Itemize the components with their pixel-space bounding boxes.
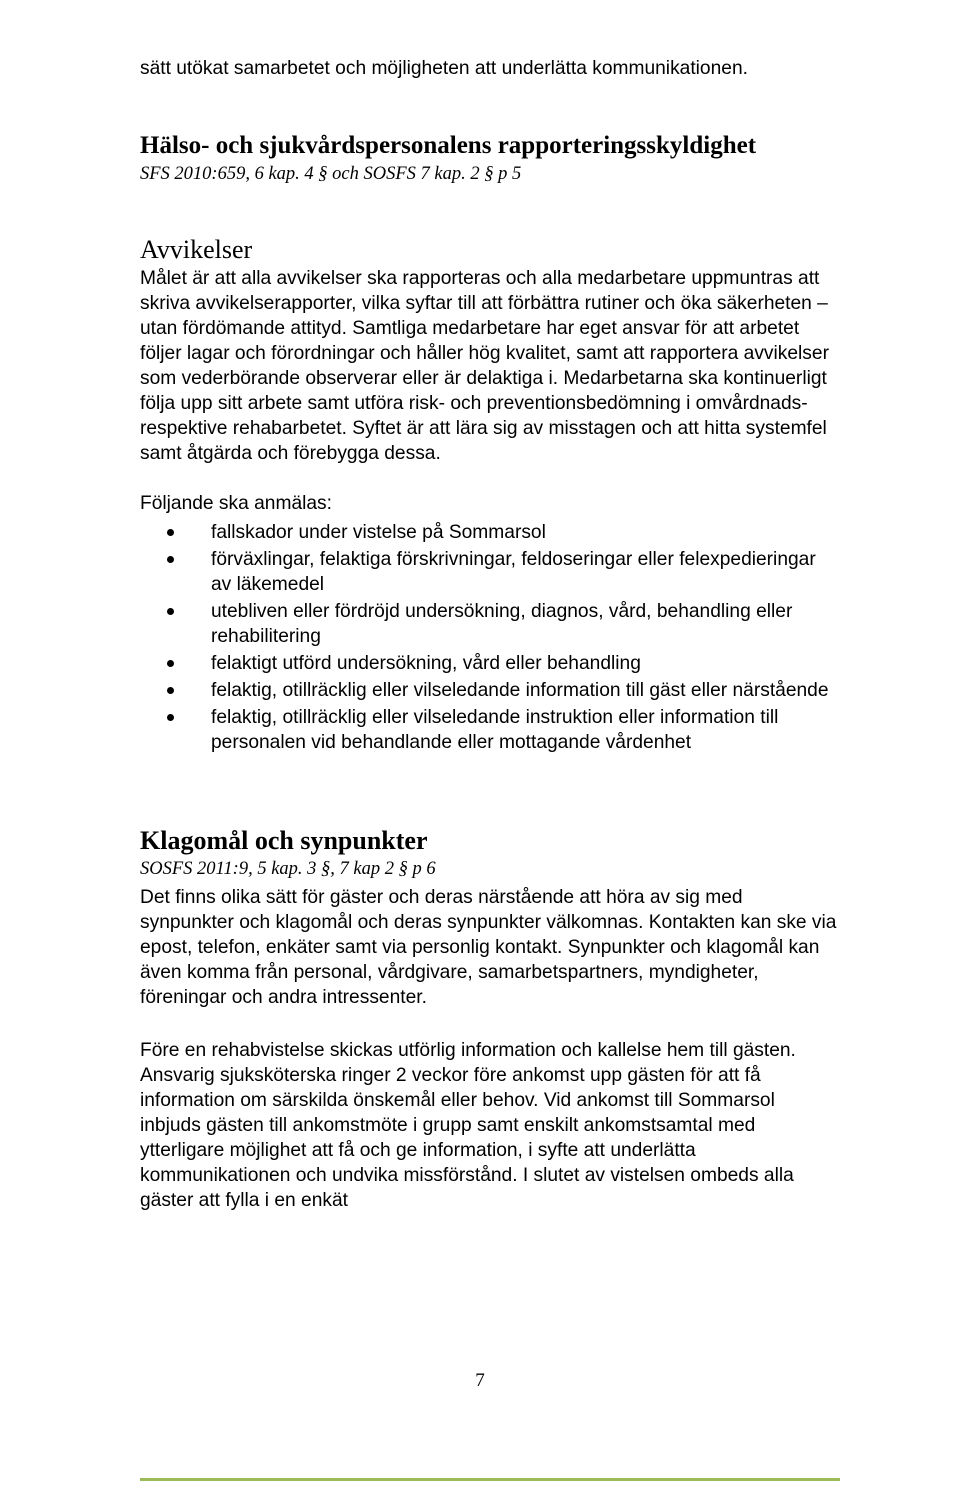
list-item-text: felaktig, otillräcklig eller vilseledande instruktion eller information till personalen vid behandlande eller mottagande vårdenhet: [211, 707, 779, 753]
list-item-text: felaktigt utförd undersökning, vård eller behandling: [211, 653, 641, 674]
list-item: [140, 520, 840, 545]
list-item-text: förväxlingar, felaktiga förskrivningar, feldoseringar eller felexpedieringar av läkemedel: [211, 549, 816, 595]
section-heading-deviations: Avvikelser: [140, 235, 253, 264]
list-item-text: felaktig, otillräcklig eller vilseledande information till gäst eller närstående: [211, 680, 829, 701]
bullet-icon: [167, 714, 174, 721]
list-item-text: utebliven eller fördröjd undersökning, diagnos, vård, behandling eller rehabilitering: [211, 601, 793, 647]
bullet-icon: [167, 660, 174, 667]
reportable-items-list: [140, 520, 840, 755]
bullet-icon: [167, 556, 174, 563]
complaints-paragraph-1: Det finns olika sätt för gäster och deras närstående att höra av sig med synpunkter och klagomål och deras synpunkter välkomnas. Kontakten kan ske via epost, telefon, enkäter samt via personlig kontakt. Synpunkter och klagomål kan även komma från personal, vårdgivare, samarbetspartners, myndigheter, föreningar och andra intressenter.: [140, 887, 837, 1008]
section-heading-complaints: Klagomål och synpunkter: [140, 826, 428, 855]
deviations-paragraph: Målet är att alla avvikelser ska rapporteras och alla medarbetare uppmuntras att skriva avvikelserapporter, vilka syftar till att förbättra rutiner och öka säkerheten – utan fördömande attityd. Samtliga medarbetare har eget ansvar för att arbetet följer lagar och förordningar och håller hög kvalitet, samt att rapportera avvikelser som vederbörande observerar eller är delaktiga i. Medarbetarna ska kontinuerligt följa upp sitt arbete samt utföra risk- och preventionsbedömning i omvårdnads- respektive rehabarbetet. Syftet är att lära sig av misstagen och att hitta systemfel samt åtgärda och förebygga dessa.: [140, 268, 829, 464]
section-heading-reporting-duty: Hälso- och sjukvårdspersonalens rapporteringsskyldighet: [140, 132, 757, 159]
intro-paragraph: sätt utökat samarbetet och möjligheten att underlätta kommunikationen.: [140, 58, 748, 79]
complaints-paragraph-2: Före en rehabvistelse skickas utförlig information och kallelse hem till gästen. Ansvarig sjuksköterska ringer 2 veckor före ankomst upp gästen för att få information om särskilda önskemål eller behov. Vid ankomst till Sommarsol inbjuds gästen till ankomstmöte i grupp samt enskilt ankomstsamtal med ytterligare möjlighet att få och ge information, i syfte att underlätta kommunikationen och undvika missförstånd. I slutet av vistelsen ombeds alla gäster att fylla i en enkät: [140, 1040, 796, 1211]
bullet-icon: [167, 529, 174, 536]
bullet-icon: [167, 687, 174, 694]
list-item: [140, 705, 840, 755]
bullet-icon: [167, 608, 174, 615]
page-number: 7: [475, 1370, 485, 1391]
section-reference-complaints: SOSFS 2011:9, 5 kap. 3 §, 7 kap 2 § p 6: [140, 859, 436, 879]
section-reference-reporting-duty: SFS 2010:659, 6 kap. 4 § och SOSFS 7 kap. 2 § p 5: [140, 164, 522, 184]
list-item: [140, 651, 840, 676]
footer-divider: [140, 1478, 840, 1481]
list-item-text: fallskador under vistelse på Sommarsol: [211, 522, 546, 543]
list-item: [140, 547, 840, 597]
list-intro: Följande ska anmälas:: [140, 493, 332, 514]
list-item: [140, 599, 840, 649]
list-item: [140, 678, 840, 703]
document-page: [140, 56, 840, 1213]
